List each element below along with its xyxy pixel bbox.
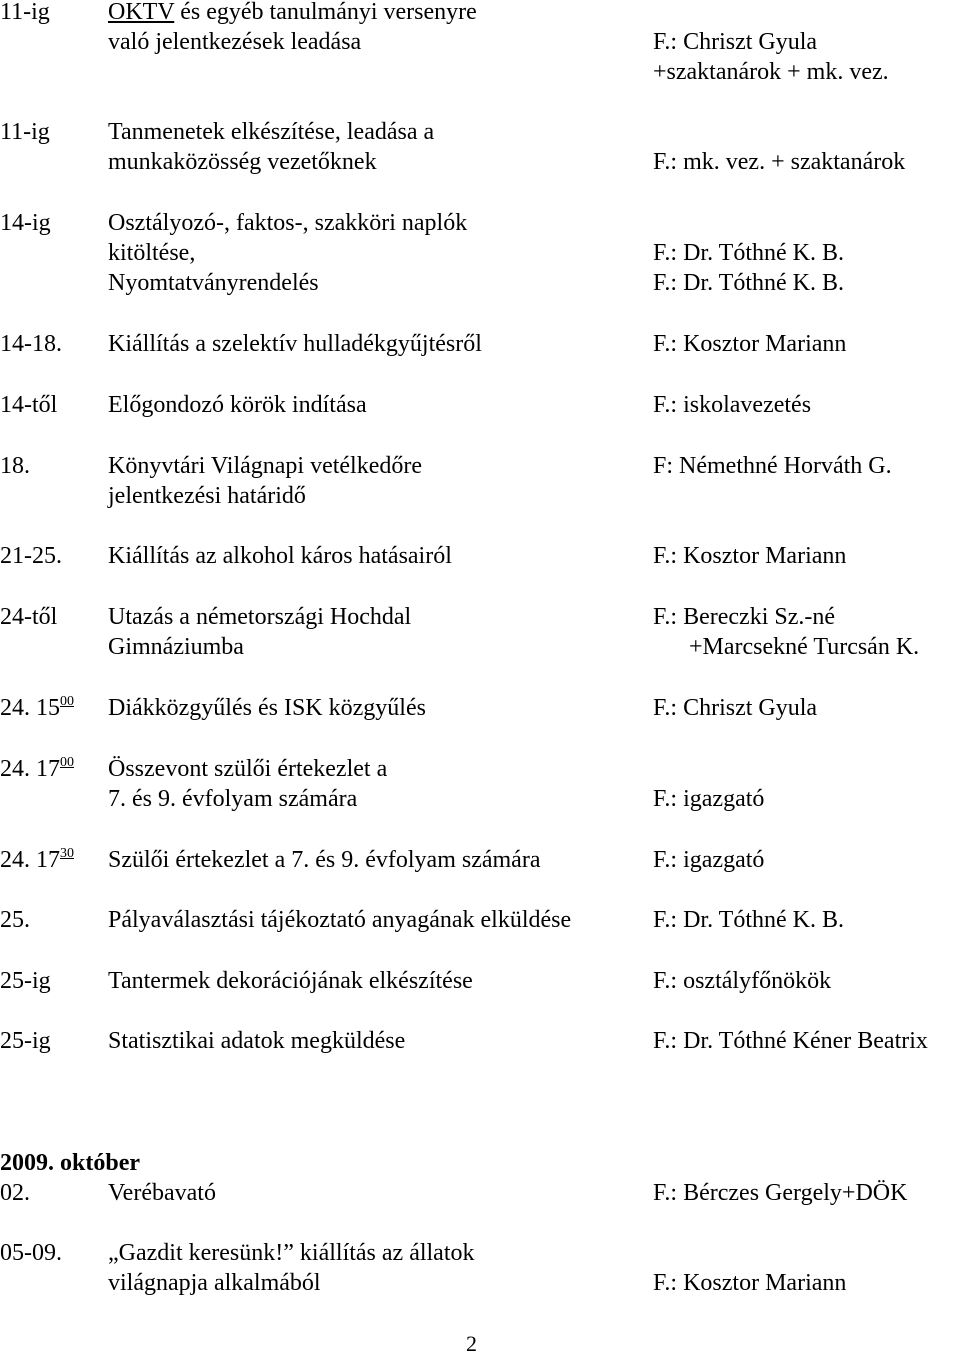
entry-task: Tantermek dekorációjának elkészítése — [108, 968, 473, 994]
entry-date: 14-18. — [0, 331, 62, 357]
entry-task: Kiállítás a szelektív hulladékgyűjtésről — [108, 331, 482, 357]
entry-date: 21-25. — [0, 543, 62, 569]
entry-task: Összevont szülői értekezlet a — [108, 756, 388, 782]
entry-date: 11-ig — [0, 119, 50, 145]
entry-responsible: F.: Dr. Tóthné Kéner Beatrix — [653, 1028, 928, 1054]
entry-task: kitöltése, — [108, 240, 196, 266]
entry-time-minutes: 00 — [60, 694, 74, 709]
entry-responsible: F.: Kosztor Mariann — [653, 543, 847, 569]
entry-task: Pályaválasztási tájékoztató anyagának elküldése — [108, 907, 572, 933]
entry-task: Kiállítás az alkohol káros hatásairól — [108, 543, 452, 569]
month-heading: 2009. október — [0, 1150, 140, 1176]
entry-task: Nyomtatványrendelés — [108, 270, 319, 296]
entry-date — [0, 694, 74, 722]
entry-task: Előgondozó körök indítása — [108, 392, 367, 418]
entry-time-minutes: 30 — [60, 846, 74, 861]
oktv-link[interactable]: OKTV — [108, 0, 175, 25]
entry-task: Könyvtári Világnapi vetélkedőre — [108, 453, 423, 479]
entry-task: Gimnáziumba — [108, 634, 244, 660]
entry-task: Tanmenetek elkészítése, leadása a — [108, 119, 435, 145]
entry-date: 25-ig — [0, 1028, 51, 1054]
entry-task: világnapja alkalmából — [108, 1270, 321, 1296]
entry-date: 25. — [0, 907, 30, 933]
entry-responsible: F.: Kosztor Mariann — [653, 331, 847, 357]
entry-date: 24-től — [0, 604, 58, 630]
entry-date-text: 24. 15 — [0, 695, 60, 721]
entry-responsible: F.: Bereczki Sz.-né — [653, 604, 836, 630]
entry-responsible: F.: Dr. Tóthné K. B. — [653, 907, 844, 933]
entry-date: 14-től — [0, 392, 58, 418]
entry-task: 7. és 9. évfolyam számára — [108, 786, 358, 812]
entry-task: Utazás a németországi Hochdal — [108, 604, 412, 630]
entry-task: Osztályozó-, faktos-, szakköri naplók — [108, 210, 468, 236]
entry-date: 05-09. — [0, 1240, 62, 1266]
entry-responsible: F.: mk. vez. + szaktanárok — [653, 149, 906, 175]
entry-responsible: +szaktanárok + mk. vez. — [653, 59, 889, 85]
entry-task: Szülői értekezlet a 7. és 9. évfolyam számára — [108, 847, 541, 873]
entry-responsible: F.: Kosztor Mariann — [653, 1270, 847, 1296]
entry-task: Statisztikai adatok megküldése — [108, 1028, 406, 1054]
entry-date: 18. — [0, 453, 30, 479]
entry-responsible: F.: Bérczes Gergely+DÖK — [653, 1180, 908, 1206]
entry-date: 25-ig — [0, 968, 51, 994]
entry-task: Diákközgyűlés és ISK közgyűlés — [108, 695, 426, 721]
entry-responsible: F.: iskolavezetés — [653, 392, 812, 418]
entry-task — [108, 0, 477, 26]
entry-task: való jelentkezések leadása — [108, 29, 362, 55]
entry-responsible: F.: Dr. Tóthné K. B. — [653, 270, 844, 296]
entry-task: munkaközösség vezetőknek — [108, 149, 377, 175]
entry-date-text: 24. 17 — [0, 756, 60, 782]
entry-responsible: F.: Chriszt Gyula — [653, 695, 818, 721]
entry-task-text: és egyéb tanulmányi versenyre — [174, 0, 477, 25]
page-number: 2 — [466, 1331, 477, 1356]
entry-responsible: F.: Dr. Tóthné K. B. — [653, 240, 844, 266]
entry-date — [0, 846, 74, 874]
entry-date: 02. — [0, 1180, 30, 1206]
entry-date-text: 24. 17 — [0, 847, 60, 873]
entry-responsible: F.: igazgató — [653, 847, 765, 873]
entry-responsible: F.: igazgató — [653, 786, 765, 812]
entry-task: jelentkezési határidő — [108, 483, 306, 509]
entry-task: Verébavató — [108, 1180, 216, 1206]
entry-responsible: F.: osztályfőnökök — [653, 968, 832, 994]
entry-task: „Gazdit keresünk!” kiállítás az állatok — [108, 1240, 475, 1266]
entry-responsible: F: Némethné Horváth G. — [653, 453, 892, 479]
entry-responsible: +Marcsekné Turcsán K. — [689, 634, 920, 660]
entry-date: 14-ig — [0, 210, 51, 236]
entry-time-minutes: 00 — [60, 755, 74, 770]
entry-responsible: F.: Chriszt Gyula — [653, 29, 818, 55]
entry-date — [0, 755, 74, 783]
entry-date: 11-ig — [0, 0, 50, 25]
